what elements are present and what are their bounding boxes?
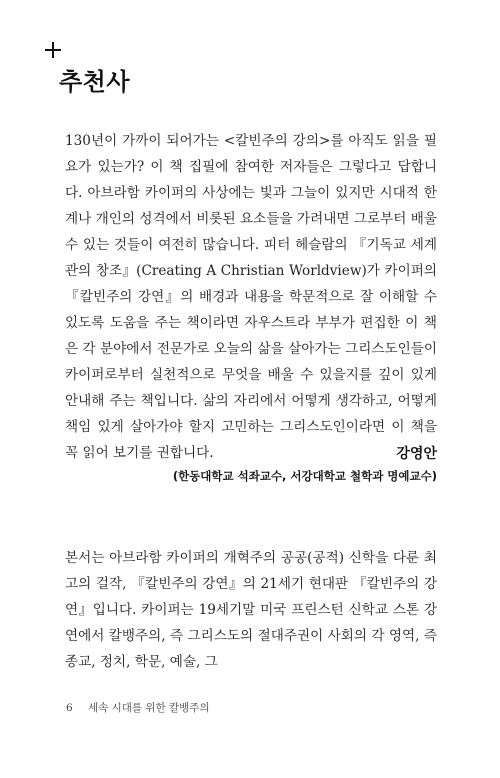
page-number: 6 (66, 702, 73, 714)
book-title: 세속 시대를 위한 칼뱅주의 (88, 702, 210, 714)
body-paragraph: 본서는 아브라함 카이퍼의 개혁주의 공공(공적) 신학을 다룬 최고의 걸작, 『칼빈주의 강연』의 21세기 현대판 『칼빈주의 강연』입니다. 카이퍼는 19세기말 미국 프린스턴 신학교 스톤 강연에서 칼뱅주의, 즉 그리스도의 절대주권이 사회의 각 영역, 즉 종교, 정치, 학문, 예술, 그 (65, 550, 437, 670)
page-footer (66, 700, 210, 715)
section-title: 추천사 (59, 68, 131, 96)
recommendation-paragraph: 130년이 가까이 되어가는 <칼빈주의 강의>를 아직도 읽을 필요가 있는가? 이 책 집필에 참여한 저자들은 그렇다고 답합니다. 아브라함 카이퍼의 사상에는 빛과 그늘이 있지만 시대적 한계나 개인의 성격에서 비롯된 요소들을 가려내면 그로부터 배울 수 있는 것들이 여전히 많습니다. 피터 헤슬람의 『기독교 세계관의 창조』(Creating A Christian Worldview)가 카이퍼의 『칼빈주의 강연』의 배경과 내용을 학문적으로 잘 이해할 수 있도록 도움을 주는 책이라면 자우스트라 부부가 편집한 이 책은 각 분야에서 전문가로 오늘의 삶을 살아가는 그리스도인들이 카이퍼로부터 실천적으로 무엇을 배울 수 있을지를 깊이 있게 안내해 주는 책입니다. 삶의 자리에서 어떻게 생각하고, 어떻게 책임 있게 살아가야 할지 고민하는 그리스도인이라면 이 책을 꼭 읽어 보기를 권합니다. (65, 133, 437, 461)
plus-icon (43, 40, 63, 60)
author-name: 강영안 (396, 446, 437, 462)
author-affiliation: (한동대학교 석좌교수, 서강대학교 철학과 명예교수) (172, 469, 437, 483)
